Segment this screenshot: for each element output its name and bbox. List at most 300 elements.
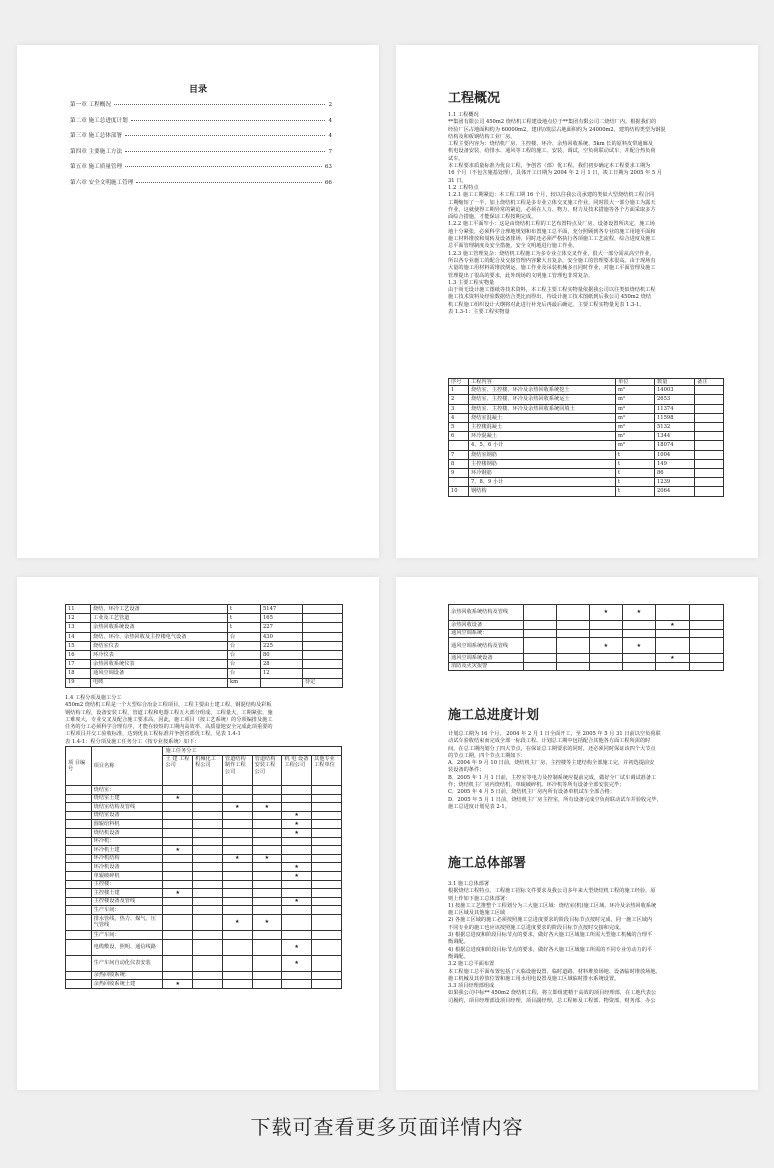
toc-page <box>17 45 379 558</box>
toc-page-number: 63 <box>324 164 332 171</box>
table-cell-no: 16 <box>66 650 91 659</box>
star-mark <box>312 914 342 930</box>
table-row <box>66 837 342 846</box>
star-mark <box>252 897 282 906</box>
star-mark <box>163 971 193 980</box>
table-cell-unit: km <box>228 678 261 687</box>
star-mark <box>623 629 656 638</box>
table-row <box>66 880 342 889</box>
table-row <box>66 897 342 906</box>
text-line: 3) 根据总进度和阶段目标节点的要求，做好各大施工区域施工所需大型施工机械的合理平 <box>448 932 653 939</box>
toc-leader <box>125 166 322 167</box>
table-cell-unit: 台 <box>228 669 261 678</box>
star-mark: ★ <box>590 638 623 654</box>
star-mark <box>690 621 724 630</box>
table-row <box>449 413 724 422</box>
star-mark <box>163 837 193 846</box>
table-row <box>66 811 342 820</box>
table-cell-content: 烧结室、主控楼、环冷及余热回收系统挖土 <box>469 386 616 395</box>
table-cell-content: 4、5、6 小计 <box>469 441 616 450</box>
table-row <box>449 654 724 663</box>
star-mark <box>222 880 252 889</box>
table-header: 备注 <box>695 379 724 386</box>
schedule-page <box>396 577 758 1090</box>
star-mark <box>623 662 656 671</box>
table-cell-qty: 149 <box>655 459 695 468</box>
table-cell-content: 通风空调设备 <box>91 669 228 678</box>
star-mark <box>312 939 342 955</box>
star-mark <box>222 939 252 955</box>
star-mark <box>557 662 590 671</box>
star-mark <box>222 906 252 915</box>
table-cell-no: 4 <box>449 413 469 422</box>
table-cell-qty: 430 <box>261 632 303 641</box>
table-cell-no <box>66 930 92 939</box>
star-mark: ★ <box>222 854 252 863</box>
star-mark <box>282 846 312 855</box>
table-cell-name: 单辊破碎机 <box>91 871 163 880</box>
table-row <box>449 432 724 441</box>
table-cell-name: 余热回收系统结构及管线 <box>449 605 524 621</box>
table-cell-note <box>303 614 343 623</box>
table-row <box>66 871 342 880</box>
star-mark: ★ <box>252 803 282 812</box>
table-cell-content: 环冷钢筋 <box>469 468 616 477</box>
table-row <box>66 678 343 687</box>
star-mark: ★ <box>163 889 193 898</box>
star-mark <box>252 871 282 880</box>
star-mark <box>193 820 223 829</box>
table-cell-name: 圆辊给料机 <box>91 820 163 829</box>
table-cell-content: 烧结室、主控楼、环冷及余热回收系统运土 <box>469 395 616 404</box>
toc-item[interactable] <box>70 178 332 194</box>
table-cell-name: 余热回收系统： <box>91 971 163 980</box>
table-cell-no <box>66 811 92 820</box>
table-cell-unit: m³ <box>616 404 655 413</box>
text-line: 施工区域及其他施工区域 <box>448 910 506 917</box>
star-mark <box>312 820 342 829</box>
table-header: 单位 <box>616 379 655 386</box>
text-line: 总平面管理制度及安全措施，安全文明地进行施工作业。 <box>448 243 578 250</box>
star-mark <box>193 906 223 915</box>
text-line: 大量的施工用材料需堆放倒运，施工作业及吊装机械多且同时作业，对施工平面管理及施工 <box>448 265 656 272</box>
star-mark <box>222 971 252 980</box>
table-cell-name: 主控楼土建 <box>91 889 163 898</box>
star-mark <box>163 828 193 837</box>
star-mark <box>282 889 312 898</box>
text-line: 地十分紧张，必须科学合理地规划和布置施工总平面，充分照顾到各专业的施工用地平面和 <box>448 228 656 235</box>
star-mark <box>222 980 252 989</box>
table-cell-qty: 2064 <box>655 487 695 496</box>
table-cell-unit: 台 <box>228 660 261 669</box>
table-cell-unit: m³ <box>616 441 655 450</box>
star-mark <box>163 786 193 795</box>
star-mark <box>282 803 312 812</box>
table-cell-unit: m³ <box>616 423 655 432</box>
table-row <box>66 820 342 829</box>
table-row <box>66 914 342 930</box>
text-line: 动试车验收结束而完成全部一标段工程。计划总工期中包括配合其他各方面工程所需的时 <box>448 738 651 745</box>
division-text <box>65 695 342 746</box>
table-cell-no: 13 <box>66 623 91 632</box>
table-cell-no <box>66 955 92 971</box>
star-mark: ★ <box>282 828 312 837</box>
text-line: **集团有限公司 450m2 烧结机工程建设地点位于**集团有限公司二烧结厂内。根据我们的 <box>448 119 657 126</box>
table-cell-qty: 11598 <box>655 413 695 422</box>
star-mark <box>252 837 282 846</box>
division-company-header: 机械化工程公司 <box>193 756 223 786</box>
table-row <box>66 828 342 837</box>
text-line: 机电设备安装、给排水、通风等工程的施工、安装、调试，空负荷联动试车，并配合热负荷 <box>448 148 656 155</box>
star-mark <box>524 654 557 663</box>
text-line: 面综合措施，才能保证工程按期完成。 <box>448 214 537 221</box>
table-cell-no: 14 <box>66 632 91 641</box>
table-cell-name: 排水管线、热力、煤气、压气管线 <box>91 914 163 930</box>
star-mark <box>252 880 282 889</box>
table-cell-name: 消防及火灾报警 <box>449 662 524 671</box>
table-row <box>66 939 342 955</box>
table-cell-name: 生产车间自动化仪表安装 <box>91 955 163 971</box>
table-row <box>66 863 342 872</box>
table-row <box>449 423 724 432</box>
table-cell-no <box>66 971 92 980</box>
text-line: 间。在总工期内划分了四大节点，在保证总工期要求的同时，还必须同时保证该四个大节点 <box>448 745 656 752</box>
table-row <box>66 794 342 803</box>
table-cell-content: 余热回收系统设备 <box>91 623 228 632</box>
table-row <box>449 441 724 450</box>
table-cell-name: 烧结机设备 <box>91 828 163 837</box>
division-company-header: 土 建 工程公司 <box>163 756 193 786</box>
table-cell-content: 烧结室钢筋 <box>469 450 616 459</box>
table-cell-note <box>303 660 343 669</box>
toc-leader <box>114 104 326 105</box>
division-company-header: 其他专业工程单位 <box>312 756 342 786</box>
star-mark <box>312 786 342 795</box>
toc-item[interactable] <box>70 147 332 163</box>
table-cell-unit: t <box>228 614 261 623</box>
table-row <box>449 662 724 671</box>
star-mark <box>252 846 282 855</box>
star-mark <box>524 638 557 654</box>
text-line: 1.2.1 施工工期紧迫：本工程工期 16 个月，较以往我公司承建的类似大型烧结机工程合同 <box>448 192 655 199</box>
division-company-header: 管道结构安装工程公司 <box>252 756 282 786</box>
star-mark: ★ <box>222 803 252 812</box>
division-page <box>17 577 379 1090</box>
schedule-text <box>448 731 723 811</box>
star-mark: ★ <box>282 811 312 820</box>
star-mark <box>282 980 312 989</box>
table-cell-content: 烧结、环冷、余热回收及主控楼电气设备 <box>91 632 228 641</box>
star-mark <box>222 889 252 898</box>
star-mark <box>282 930 312 939</box>
text-line: 16 个月（不包含施基处理），具体开工日期为 2004 年 2 月 1 日，竣工日期为 2005 年 5 月 <box>448 170 663 177</box>
star-mark <box>163 930 193 939</box>
star-mark <box>690 662 724 671</box>
text-line: 试车。 <box>448 155 464 162</box>
star-mark: ★ <box>222 914 252 930</box>
table-cell-name: 环冷机结构 <box>91 854 163 863</box>
star-mark <box>163 955 193 971</box>
toc-chapter: 第五章 施工质量管理 <box>70 164 123 171</box>
star-mark <box>222 837 252 846</box>
star-mark <box>193 955 223 971</box>
table-row <box>66 854 342 863</box>
table-cell-no <box>66 863 92 872</box>
table-cell-note <box>695 432 724 441</box>
star-mark <box>282 794 312 803</box>
toc-item[interactable] <box>70 131 332 147</box>
table-cell-content: 环冷仪表 <box>91 650 228 659</box>
table-cell-no <box>66 786 92 795</box>
star-mark <box>312 897 342 906</box>
star-mark <box>252 930 282 939</box>
star-mark: ★ <box>282 939 312 955</box>
text-line: 施工机械及其停放位置和施工用水用电设置及施工区域临时排水系统设置。 <box>448 975 620 982</box>
star-mark <box>222 794 252 803</box>
star-mark <box>312 980 342 989</box>
table-row <box>66 623 343 632</box>
table-cell-qty: 5147 <box>261 605 303 614</box>
text-line: 2) 各施工区域的施工必须按照施工总进度要求的阶段目标节点按时完成，同一施工区域内 <box>448 917 653 924</box>
table-cell-no <box>66 828 92 837</box>
star-mark <box>524 629 557 638</box>
star-mark <box>193 811 223 820</box>
table-cell-content: 烧结室、主控楼、环冷及余热回收系统回填土 <box>469 404 616 413</box>
text-line: 司履约，项目经理部设项目经理，项目副经理，总工程师及工程部、物资部、财务部、办公 <box>448 997 656 1004</box>
star-mark <box>222 930 252 939</box>
star-mark <box>193 854 223 863</box>
star-mark <box>282 906 312 915</box>
table-cell-note <box>695 468 724 477</box>
table-cell-name: 环冷机设备 <box>91 863 163 872</box>
table-cell-note <box>695 459 724 468</box>
text-line: 施工总进度计划见表 2-1。 <box>448 803 510 810</box>
text-line: 计划总工期为 16 个月， 2004 年 2 月 1 日全面开工，至 2005 年 5 月 31 日前以空负荷联 <box>448 731 661 737</box>
star-mark <box>252 906 282 915</box>
star-mark <box>222 846 252 855</box>
star-mark <box>252 939 282 955</box>
table-row <box>449 386 724 395</box>
star-mark <box>252 811 282 820</box>
table-cell-no <box>66 846 92 855</box>
table-row <box>66 614 343 623</box>
text-line: 任务的分工必须科学合理有序，才能在较短的工期内高效率、高质量地安全完成此项重要的 <box>65 724 273 731</box>
table-cell-no <box>66 906 92 915</box>
table-cell-no: 18 <box>66 669 91 678</box>
star-mark <box>193 786 223 795</box>
table-cell-no <box>66 820 92 829</box>
star-mark <box>312 837 342 846</box>
table-cell-name: 生产车间： <box>91 906 163 915</box>
text-line: 本工程施工总平面布置包括了大临设施设置、临时道路、材料堆放场地、设备临时堆放场地、 <box>448 968 661 975</box>
table-cell-note <box>695 478 724 487</box>
table-cell-name: 余热回收设备 <box>449 621 524 630</box>
table-cell-unit: t <box>228 623 261 632</box>
star-mark <box>312 803 342 812</box>
table-cell-note <box>695 423 724 432</box>
table-cell-no: 8 <box>449 459 469 468</box>
table-cell-unit: m³ <box>616 432 655 441</box>
text-line: 工期缩短了一半，加上烧结机工程是多专业立体交叉施工作业，同时很大一部分施工为露天 <box>448 199 656 206</box>
table-cell-note <box>303 632 343 641</box>
star-mark <box>590 629 623 638</box>
text-line: 1.3 主要工程实物量 <box>448 279 495 286</box>
table-cell-unit: t <box>616 450 655 459</box>
overview-title: 工程概况 <box>448 91 501 106</box>
star-mark: ★ <box>656 621 690 630</box>
table-cell-no <box>66 889 92 898</box>
star-mark <box>163 811 193 820</box>
toc-leader <box>125 151 325 152</box>
toc-page-number: 4 <box>328 117 332 124</box>
star-mark <box>656 605 690 621</box>
table-cell-qty: 225 <box>261 641 303 650</box>
table-cell-qty: 12 <box>261 669 303 678</box>
table-cell-qty: 11374 <box>655 404 695 413</box>
table-cell-no <box>66 939 92 955</box>
overview-text <box>448 112 723 316</box>
table-cell-no: 11 <box>66 605 91 614</box>
table-cell-content: 余热回收系统仪表 <box>91 660 228 669</box>
toc-item[interactable] <box>70 162 332 178</box>
table-cell-unit: t <box>616 478 655 487</box>
table-cell-name: 生产车间： <box>91 930 163 939</box>
star-mark <box>690 638 724 654</box>
text-line: D．2005 年 5 月 1 日前，烧结机主厂房主控室，所有设备完成空负荷联动试车并验收完毕， <box>448 796 662 803</box>
table-cell-content: 环冷混凝土 <box>469 432 616 441</box>
text-line: 衡调配。 <box>448 953 469 960</box>
table-cell-note: 待定 <box>303 678 343 687</box>
table-cell-unit: t <box>616 459 655 468</box>
star-mark <box>557 638 590 654</box>
table-cell-name: 烧结室： <box>91 786 163 795</box>
text-line: 钢结构工程，设备安装工程，管道工程和电器工程五大部分组成，工程量大，工期紧张，施 <box>65 709 273 716</box>
table-cell-note <box>303 623 343 632</box>
overview-page <box>396 45 758 558</box>
table-cell-no <box>66 803 92 812</box>
star-mark <box>163 880 193 889</box>
star-mark <box>193 939 223 955</box>
text-line: 1.1 工程概况 <box>448 112 479 118</box>
table-cell-note <box>695 487 724 496</box>
star-mark <box>252 794 282 803</box>
toc-page-number: 4 <box>328 133 332 140</box>
table-row <box>66 632 343 641</box>
star-mark <box>312 846 342 855</box>
table-row <box>66 660 343 669</box>
table-cell-no <box>449 478 469 487</box>
star-mark <box>252 889 282 898</box>
star-mark <box>312 930 342 939</box>
text-line: 450m2 烧结机工程是一个大型综合冶金工程项目，工程主要由土建工程、钢混结构及彩板 <box>65 702 272 709</box>
toc-page-number: 7 <box>328 148 332 155</box>
table-cell-no: 5 <box>449 423 469 432</box>
star-mark <box>222 820 252 829</box>
star-mark <box>163 803 193 812</box>
table-cell-unit: 台 <box>228 650 261 659</box>
star-mark <box>524 621 557 630</box>
star-mark <box>590 662 623 671</box>
star-mark <box>193 880 223 889</box>
star-mark: ★ <box>163 794 193 803</box>
star-mark <box>163 939 193 955</box>
table-cell-no: 10 <box>449 487 469 496</box>
table-cell-no <box>66 880 92 889</box>
star-mark <box>282 854 312 863</box>
text-line: 工程项目并交工验收标准，达到优良工程标准并争创省部优工程。见表 1.4-1 <box>65 731 241 738</box>
table-row <box>449 638 724 654</box>
table-row <box>66 650 343 659</box>
division-header-no: 项 目编号 <box>66 747 92 786</box>
table-header: 数量 <box>655 379 695 386</box>
table-cell-content: 主控楼钢筋 <box>469 459 616 468</box>
star-mark <box>193 930 223 939</box>
text-line: 的节点工期，四个节点工期如下： <box>448 752 526 759</box>
table-row <box>449 605 724 621</box>
text-line: 如果我公司中标** 450m2 烧结机工程，将立即组建精干高效的项目经理部，在工地代表公 <box>448 990 657 997</box>
deploy-text <box>448 881 723 1005</box>
quantity-table-continued <box>65 604 343 688</box>
table-cell-qty: 1004 <box>655 450 695 459</box>
star-mark <box>590 621 623 630</box>
star-mark <box>193 794 223 803</box>
star-mark <box>282 914 312 930</box>
table-cell-name: 主控楼设备及管线 <box>91 897 163 906</box>
text-line: 本工程要求质量标准为优良工程，争创省（部）优工程。我们初步确定本工程要求工期为 <box>448 163 651 170</box>
star-mark: ★ <box>163 846 193 855</box>
table-cell-name: 通风空调系统设备 <box>449 654 524 663</box>
star-mark: ★ <box>282 897 312 906</box>
table-cell-qty: 2653 <box>655 395 695 404</box>
table-row <box>449 450 724 459</box>
text-line: 经验厂区占地面积约为 60000m2，建(构)筑层占地面积约为 24000m2，建筑结构类型为钢混 <box>448 126 666 133</box>
star-mark: ★ <box>163 980 193 989</box>
star-mark <box>163 820 193 829</box>
text-line: 1.2.2 施工平面窄小：这是由烧结机工程的工艺布置特点及厂房、设备设置所决定，施工场 <box>448 221 655 228</box>
table-cell-name: 环冷机土建 <box>91 846 163 855</box>
text-line: 3.1 施工总体部署 <box>448 881 490 887</box>
toc-chapter: 第四章 主要施工方法 <box>70 148 123 155</box>
table-row <box>449 629 724 638</box>
star-mark: ★ <box>590 605 623 621</box>
star-mark <box>656 662 690 671</box>
star-mark <box>193 897 223 906</box>
table-row <box>449 459 724 468</box>
division-table <box>65 746 342 989</box>
table-cell-qty: 86 <box>655 468 695 477</box>
table-cell-qty <box>261 678 303 687</box>
table-cell-no <box>449 441 469 450</box>
table-cell-name: 烧结室结构及管线 <box>91 803 163 812</box>
table-cell-unit: 台 <box>228 641 261 650</box>
table-row <box>449 404 724 413</box>
toc-chapter: 第一章 工程概况 <box>70 102 111 108</box>
toc-item[interactable] <box>70 100 332 116</box>
table-cell-unit: m³ <box>616 395 655 404</box>
text-line: 管理提出了很高的要求，此外现场的文明施工管理也非常复杂。 <box>448 272 594 279</box>
star-mark <box>193 846 223 855</box>
star-mark: ★ <box>282 955 312 971</box>
star-mark <box>252 955 282 971</box>
toc-item[interactable] <box>70 116 332 132</box>
star-mark <box>163 863 193 872</box>
text-line: 作业，这就使得工期异常的紧迫，必须在人力、物力、财力及技术措施等各个方面采取多方 <box>448 206 656 213</box>
star-mark <box>193 889 223 898</box>
table-cell-no: 6 <box>449 432 469 441</box>
table-cell-name: 环冷机： <box>91 837 163 846</box>
table-cell-name: 烧结室设备 <box>91 811 163 820</box>
text-line: 衡调配。 <box>448 939 469 946</box>
